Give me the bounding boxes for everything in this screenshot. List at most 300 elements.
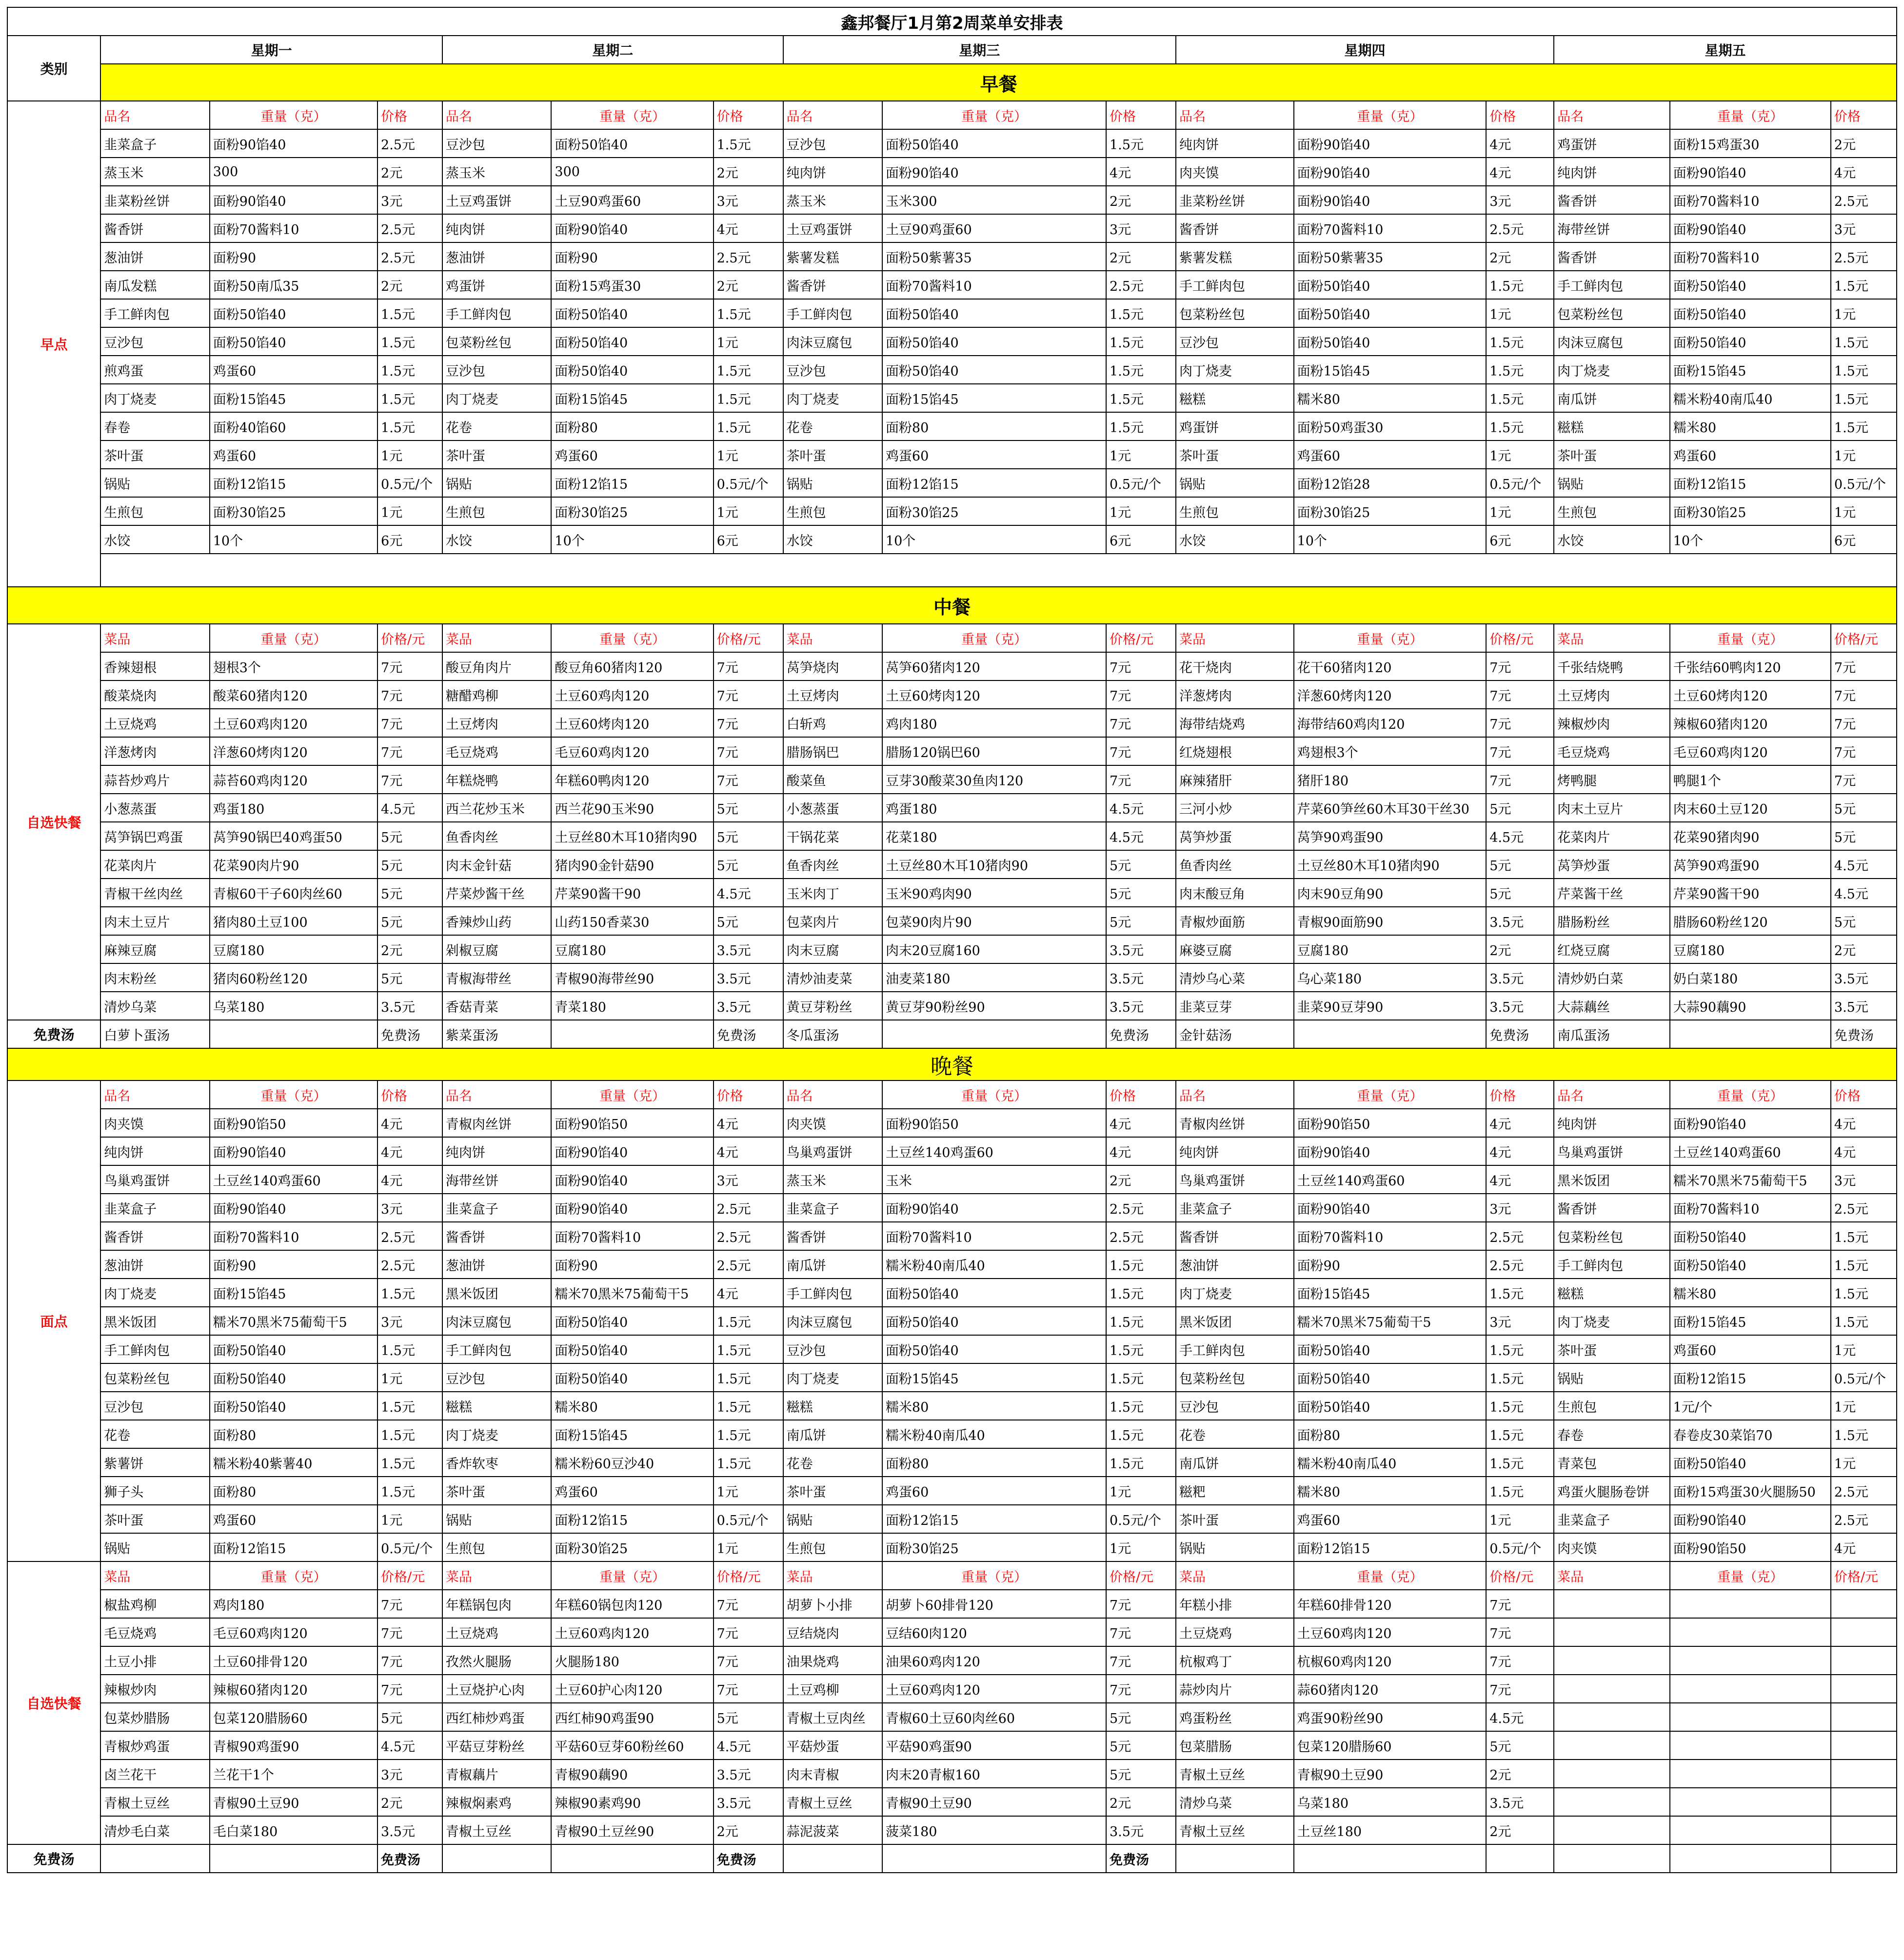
dish-weight: 面粉15馅45: [551, 384, 713, 412]
col-header-weight: 重量（克）: [882, 624, 1106, 652]
dish-name: 肉丁烧麦: [100, 1279, 209, 1307]
col-header-name: 菜品: [100, 1561, 209, 1590]
dish-price: 1.5元: [377, 1392, 442, 1420]
table-row: [7, 1335, 1897, 1363]
col-header-name: 菜品: [442, 624, 551, 652]
dish-name: [1554, 1646, 1670, 1675]
dish-name: 糍糕: [442, 1392, 551, 1420]
dish-name: 年糕烧鸭: [442, 765, 551, 794]
dish-name: 蒸玉米: [442, 158, 551, 186]
dish-weight: 面粉90馅40: [1294, 186, 1487, 214]
dish-name: 香辣炒山药: [442, 907, 551, 935]
dish-price: 7元: [1106, 709, 1176, 737]
dish-price: 1.5元: [1106, 1335, 1176, 1363]
dish-name: 西红柿炒鸡蛋: [442, 1703, 551, 1731]
dish-weight: 青椒60干子60肉丝60: [210, 879, 377, 907]
dish-name: 肉丁烧麦: [100, 384, 209, 412]
dish-name: 年糕小排: [1176, 1590, 1294, 1618]
dish-name: 毛豆烧鸡: [1554, 737, 1670, 765]
dish-name: 生煎包: [100, 497, 209, 525]
dish-weight: 辣椒60猪肉120: [1670, 709, 1831, 737]
dish-weight: 面粉70酱料10: [882, 1222, 1106, 1250]
dish-name: 蒸玉米: [783, 1165, 882, 1194]
dish-price: 1元: [1106, 440, 1176, 469]
free-soup-price-label: 免费汤: [1831, 1020, 1897, 1048]
dish-weight: 土豆60烤肉120: [1670, 680, 1831, 709]
dish-weight: 鸡蛋60: [882, 1477, 1106, 1505]
dish-weight: 面粉12馅15: [1294, 1533, 1487, 1561]
dish-price: 2.5元: [1831, 186, 1897, 214]
dish-price: 1.5元: [1486, 1363, 1554, 1392]
col-header-weight: 重量（克）: [210, 1561, 377, 1590]
dish-weight: 10个: [1294, 525, 1487, 554]
dish-price: 1.5元: [1106, 1392, 1176, 1420]
dish-weight: 青菜180: [551, 992, 713, 1020]
col-header-price: 价格: [1486, 101, 1554, 129]
dish-weight: 面粉70酱料10: [1294, 1222, 1487, 1250]
dish-name: 麻辣猪肝: [1176, 765, 1294, 794]
dish-price: 1.5元: [377, 384, 442, 412]
dish-price: 2.5元: [377, 1222, 442, 1250]
col-header-name: 菜品: [783, 624, 882, 652]
dish-name: 茶叶蛋: [100, 440, 209, 469]
dish-price: 2.5元: [1486, 1250, 1554, 1279]
dish-price: 2.5元: [1106, 1194, 1176, 1222]
dish-name: 豆沙包: [783, 356, 882, 384]
dish-price: 1元: [1486, 299, 1554, 327]
dish-weight: 面粉50馅40: [882, 1307, 1106, 1335]
dish-price: 1.5元: [1106, 1363, 1176, 1392]
dish-name: 肉末金针菇: [442, 850, 551, 879]
dish-weight: 面粉30馅25: [882, 497, 1106, 525]
dish-price: 7元: [714, 737, 783, 765]
dish-name: 手工鲜肉包: [1176, 1335, 1294, 1363]
dish-weight: 青椒90土豆90: [1294, 1760, 1487, 1788]
dish-name: 肉末土豆片: [1554, 794, 1670, 822]
day-header: 星期二: [442, 36, 783, 64]
dish-price: 1元: [1486, 497, 1554, 525]
dish-name: 生煎包: [783, 497, 882, 525]
dish-name: 酱香饼: [100, 214, 209, 242]
dish-name: 春卷: [1554, 1420, 1670, 1448]
dish-price: 2元: [1486, 1760, 1554, 1788]
dish-weight: 豆腐180: [1294, 935, 1487, 963]
dish-name: 锅贴: [100, 1533, 209, 1561]
dish-price: 5元: [1106, 907, 1176, 935]
section-band-dinner: 晚餐: [7, 1048, 1897, 1080]
col-header-weight: 重量（克）: [1670, 1080, 1831, 1109]
dish-price: 7元: [1106, 1590, 1176, 1618]
dish-name: 包菜粉丝包: [1554, 1222, 1670, 1250]
dish-name: 锅贴: [442, 1505, 551, 1533]
col-header-name: 品名: [1554, 1080, 1670, 1109]
menu-table: [7, 7, 1897, 1873]
dish-name: 酱香饼: [783, 1222, 882, 1250]
dish-price: 3.5元: [1106, 992, 1176, 1020]
table-row: [7, 242, 1897, 271]
dish-price: [1831, 1760, 1897, 1788]
dish-weight: [1670, 1590, 1831, 1618]
dish-price: 1.5元: [714, 1307, 783, 1335]
dish-price: 5元: [1831, 822, 1897, 850]
dish-name: 手工鲜肉包: [100, 299, 209, 327]
dish-name: 青椒土豆丝: [442, 1816, 551, 1844]
dish-name: 肉沫豆腐包: [442, 1307, 551, 1335]
dish-price: 1.5元: [1486, 356, 1554, 384]
dish-name: 纯肉饼: [783, 158, 882, 186]
dish-name: 紫薯饼: [100, 1448, 209, 1477]
dish-weight: 土豆60鸡肉120: [210, 709, 377, 737]
dish-name: 豆结烧肉: [783, 1618, 882, 1646]
dish-price: 1.5元: [1831, 1420, 1897, 1448]
dish-weight: 面粉12馅15: [551, 469, 713, 497]
dish-price: 1.5元: [1106, 384, 1176, 412]
dish-name: 紫薯发糕: [783, 242, 882, 271]
dish-price: 2元: [714, 158, 783, 186]
dish-weight: 面粉70酱料10: [1670, 1194, 1831, 1222]
dish-weight: 毛豆60鸡肉120: [1670, 737, 1831, 765]
dish-weight: 腊肠120锅巴60: [882, 737, 1106, 765]
dish-weight: [1670, 1731, 1831, 1760]
day-header: 星期一: [100, 36, 442, 64]
free-soup-price-label: 免费汤: [714, 1844, 783, 1873]
dish-weight: 面粉70酱料10: [1670, 186, 1831, 214]
table-row: [7, 525, 1897, 554]
dish-weight: 土豆60鸡肉120: [551, 1618, 713, 1646]
col-header-price: 价格/元: [1106, 1561, 1176, 1590]
dish-price: 1.5元: [1106, 299, 1176, 327]
dish-weight: 西兰花90玉米90: [551, 794, 713, 822]
dish-weight: 鸡蛋60: [1294, 440, 1487, 469]
dish-weight: [1670, 1788, 1831, 1816]
dish-price: 1.5元: [714, 1335, 783, 1363]
dish-weight: 包菜120腊肠60: [210, 1703, 377, 1731]
dish-price: 4元: [377, 1109, 442, 1137]
dish-price: 4.5元: [1106, 794, 1176, 822]
dish-price: 3元: [1486, 1307, 1554, 1335]
dish-price: 0.5元/个: [714, 1505, 783, 1533]
dish-price: 3.5元: [1486, 1788, 1554, 1816]
col-header-price: 价格/元: [1831, 624, 1897, 652]
dish-price: 1元: [1106, 497, 1176, 525]
dish-weight: 面粉15馅45: [210, 1279, 377, 1307]
dish-name: 手工鲜肉包: [1554, 1250, 1670, 1279]
dish-weight: 面粉15馅45: [882, 1363, 1106, 1392]
dish-weight: 翅根3个: [210, 652, 377, 680]
dish-name: 莴笋锅巴鸡蛋: [100, 822, 209, 850]
dish-name: 茶叶蛋: [1554, 1335, 1670, 1363]
dish-price: 7元: [1486, 1590, 1554, 1618]
empty-cell: [551, 1020, 713, 1048]
dish-weight: 面粉15鸡蛋30火腿肠50: [1670, 1477, 1831, 1505]
dish-price: 1.5元: [1486, 412, 1554, 440]
soup-name: 南瓜蛋汤: [1554, 1020, 1670, 1048]
dish-name: 小葱蒸蛋: [783, 794, 882, 822]
dish-name: 手工鲜肉包: [442, 299, 551, 327]
dish-price: 3元: [1831, 1165, 1897, 1194]
dish-price: 2元: [714, 1816, 783, 1844]
dish-price: 4元: [377, 1165, 442, 1194]
dish-name: 手工鲜肉包: [783, 299, 882, 327]
page-title: 鑫邦餐厅1月第2周菜单安排表: [7, 7, 1897, 36]
dish-weight: 面粉15馅45: [551, 1420, 713, 1448]
dish-weight: 糯米粉60豆沙40: [551, 1448, 713, 1477]
dish-price: 7元: [1486, 680, 1554, 709]
dish-price: 1.5元: [714, 299, 783, 327]
dish-weight: 面粉15馅45: [1670, 1307, 1831, 1335]
table-row: [7, 1760, 1897, 1788]
dish-name: 韭菜盒子: [100, 1194, 209, 1222]
dish-name: 黑米饭团: [1176, 1307, 1294, 1335]
dish-name: 孜然火腿肠: [442, 1646, 551, 1675]
dish-weight: 10个: [551, 525, 713, 554]
dish-price: 1元: [1831, 440, 1897, 469]
dish-weight: 糯米70黑米75葡萄干5: [210, 1307, 377, 1335]
dish-weight: 乌心菜180: [1294, 963, 1487, 992]
col-header-name: 菜品: [1554, 624, 1670, 652]
dish-name: 鸟巢鸡蛋饼: [100, 1165, 209, 1194]
dish-weight: 面粉90馅50: [882, 1109, 1106, 1137]
dish-name: 蒜炒肉片: [1176, 1675, 1294, 1703]
dish-price: 3.5元: [1831, 963, 1897, 992]
dish-price: 2.5元: [714, 1194, 783, 1222]
dish-price: [1831, 1788, 1897, 1816]
dish-price: 4元: [1831, 158, 1897, 186]
dish-weight: 面粉90馅40: [1294, 1137, 1487, 1165]
dish-weight: 青椒90藕90: [551, 1760, 713, 1788]
dish-weight: 面粉50馅40: [1670, 1448, 1831, 1477]
dish-price: 2元: [1106, 1788, 1176, 1816]
table-row: [7, 1675, 1897, 1703]
dish-weight: 豆结60肉120: [882, 1618, 1106, 1646]
dish-price: 3.5元: [377, 992, 442, 1020]
dish-name: [1554, 1816, 1670, 1844]
dish-name: 肉末土豆片: [100, 907, 209, 935]
dish-weight: 肉末60土豆120: [1670, 794, 1831, 822]
dish-name: 生煎包: [1554, 497, 1670, 525]
dish-price: 2元: [1831, 935, 1897, 963]
dish-name: 锅贴: [783, 469, 882, 497]
dish-name: 土豆小排: [100, 1646, 209, 1675]
dish-weight: 糯米70黑米75葡萄干5: [551, 1279, 713, 1307]
dish-weight: 面粉50馅40: [210, 299, 377, 327]
dish-name: 南瓜饼: [783, 1250, 882, 1279]
dish-price: 1.5元: [1831, 1250, 1897, 1279]
dish-weight: 毛白菜180: [210, 1816, 377, 1844]
category-header: 类别: [7, 36, 100, 101]
dish-price: 4元: [714, 1109, 783, 1137]
dish-price: 5元: [714, 850, 783, 879]
free-soup-row: [7, 1020, 1897, 1048]
dish-name: 麻婆豆腐: [1176, 935, 1294, 963]
dish-name: 韭菜盒子: [442, 1194, 551, 1222]
dish-price: 7元: [714, 680, 783, 709]
dish-name: 青椒土豆肉丝: [783, 1703, 882, 1731]
dish-weight: 面粉50馅40: [1670, 271, 1831, 299]
dish-weight: 土豆丝140鸡蛋60: [882, 1137, 1106, 1165]
dish-price: 1.5元: [1831, 1279, 1897, 1307]
dish-price: 7元: [1106, 1618, 1176, 1646]
dish-name: 肉丁烧麦: [783, 1363, 882, 1392]
table-row: [7, 1109, 1897, 1137]
dish-price: 3.5元: [714, 963, 783, 992]
dish-price: 5元: [1831, 794, 1897, 822]
dish-name: 黑米饭团: [1554, 1165, 1670, 1194]
dish-price: 1.5元: [1486, 1448, 1554, 1477]
dish-name: 花卷: [783, 1448, 882, 1477]
dish-price: 4元: [1106, 158, 1176, 186]
dish-price: 7元: [714, 1675, 783, 1703]
dish-name: 白斩鸡: [783, 709, 882, 737]
dish-weight: 毛豆60鸡肉120: [551, 737, 713, 765]
dish-name: 红烧豆腐: [1554, 935, 1670, 963]
dish-weight: 糯米粉40南瓜40: [1670, 384, 1831, 412]
dish-price: 4.5元: [1486, 1703, 1554, 1731]
dish-name: 煎鸡蛋: [100, 356, 209, 384]
dish-name: 生煎包: [442, 497, 551, 525]
dish-weight: 面粉50馅40: [882, 129, 1106, 158]
col-header-weight: 重量（克）: [551, 101, 713, 129]
empty-cell: [783, 1844, 882, 1873]
dish-name: 葱油饼: [100, 1250, 209, 1279]
dish-price: 7元: [1831, 709, 1897, 737]
dish-weight: 面粉30馅25: [882, 1533, 1106, 1561]
dish-price: 7元: [377, 652, 442, 680]
col-header-price: 价格: [1486, 1080, 1554, 1109]
dish-name: 紫薯发糕: [1176, 242, 1294, 271]
col-header-weight: 重量（克）: [1294, 1561, 1487, 1590]
dish-price: 1元: [1106, 1533, 1176, 1561]
empty-cell: [210, 1020, 377, 1048]
dish-price: 4.5元: [1106, 822, 1176, 850]
dish-price: 4元: [714, 214, 783, 242]
dish-weight: 土豆60鸡肉120: [882, 1675, 1106, 1703]
dish-name: 蒸玉米: [783, 186, 882, 214]
dish-name: 清炒乌菜: [100, 992, 209, 1020]
dish-name: 葱油饼: [442, 242, 551, 271]
dish-weight: 糯米粉40南瓜40: [1294, 1448, 1487, 1477]
dish-price: 1.5元: [1486, 327, 1554, 356]
dish-weight: 面粉80: [1294, 1420, 1487, 1448]
dish-price: 2元: [1486, 242, 1554, 271]
dish-name: 杭椒鸡丁: [1176, 1646, 1294, 1675]
col-header-name: 品名: [783, 101, 882, 129]
column-header-row: [7, 624, 1897, 652]
dish-name: 纯肉饼: [442, 1137, 551, 1165]
day-header: 星期五: [1554, 36, 1897, 64]
dish-name: 肉夹馍: [783, 1109, 882, 1137]
table-row: [7, 1646, 1897, 1675]
dish-price: 7元: [377, 765, 442, 794]
dish-name: 花菜肉片: [1554, 822, 1670, 850]
dish-name: 包菜粉丝包: [1176, 299, 1294, 327]
dish-name: 锅贴: [1176, 1533, 1294, 1561]
dish-weight: 年糕60锅包肉120: [551, 1590, 713, 1618]
free-soup-price-label: 免费汤: [1106, 1020, 1176, 1048]
dish-weight: 鸡蛋60: [1294, 1505, 1487, 1533]
col-header-price: 价格/元: [1486, 624, 1554, 652]
dish-weight: 糯米80: [1670, 1279, 1831, 1307]
dish-name: 土豆烧鸡: [1176, 1618, 1294, 1646]
dish-name: 千张结烧鸭: [1554, 652, 1670, 680]
table-row: [7, 822, 1897, 850]
table-row: [7, 1194, 1897, 1222]
dish-name: 豆沙包: [100, 1392, 209, 1420]
table-row: [7, 680, 1897, 709]
dish-price: 7元: [1106, 1675, 1176, 1703]
dish-price: 1.5元: [1486, 1477, 1554, 1505]
dish-weight: 辣椒90素鸡90: [551, 1788, 713, 1816]
dish-price: 3.5元: [377, 1816, 442, 1844]
dish-price: 2元: [714, 271, 783, 299]
dish-weight: 土豆60鸡肉120: [551, 680, 713, 709]
dish-weight: 面粉80: [210, 1420, 377, 1448]
dish-weight: 糯米粉40南瓜40: [882, 1250, 1106, 1279]
dish-price: 5元: [377, 963, 442, 992]
dish-price: 7元: [714, 765, 783, 794]
dish-name: 香菇青菜: [442, 992, 551, 1020]
dish-name: 茶叶蛋: [1554, 440, 1670, 469]
dish-weight: 面粉90馅40: [1670, 158, 1831, 186]
table-row: [7, 186, 1897, 214]
dish-weight: 面粉15馅45: [210, 384, 377, 412]
dish-weight: 鸭腿1个: [1670, 765, 1831, 794]
dish-weight: 千张结60鸭肉120: [1670, 652, 1831, 680]
dish-name: 狮子头: [100, 1477, 209, 1505]
dish-price: 5元: [377, 850, 442, 879]
dish-weight: 鸡蛋60: [210, 356, 377, 384]
empty-cell: [1294, 1020, 1487, 1048]
dish-weight: 面粉90馅40: [210, 129, 377, 158]
dish-weight: 杭椒60鸡肉120: [1294, 1646, 1487, 1675]
dish-weight: 猪肉80土豆100: [210, 907, 377, 935]
col-header-weight: 重量（克）: [1294, 101, 1487, 129]
dish-weight: 面粉12馅15: [882, 469, 1106, 497]
table-row: [7, 497, 1897, 525]
table-row: [7, 1250, 1897, 1279]
dish-price: 7元: [377, 1646, 442, 1675]
dish-name: 鸡蛋饼: [1554, 129, 1670, 158]
dish-price: 4元: [1486, 1109, 1554, 1137]
section-band-row: [7, 1048, 1897, 1080]
dish-name: 青椒肉丝饼: [442, 1109, 551, 1137]
dish-weight: 乌菜180: [210, 992, 377, 1020]
table-row: [7, 214, 1897, 242]
dish-name: 大蒜藕丝: [1554, 992, 1670, 1020]
col-header-weight: 重量（克）: [882, 101, 1106, 129]
dish-weight: 面粉80: [210, 1477, 377, 1505]
dish-weight: 面粉50南瓜35: [210, 271, 377, 299]
dish-weight: [1670, 1618, 1831, 1646]
dish-price: 7元: [1831, 765, 1897, 794]
dish-price: 5元: [714, 822, 783, 850]
dish-weight: 莴笋60猪肉120: [882, 652, 1106, 680]
dish-price: 7元: [377, 1618, 442, 1646]
dish-name: 肉沫豆腐包: [1554, 327, 1670, 356]
dish-price: 7元: [714, 1646, 783, 1675]
dish-name: 韭菜盒子: [100, 129, 209, 158]
dish-weight: 面粉50馅40: [882, 299, 1106, 327]
dish-name: 青椒土豆丝: [1176, 1816, 1294, 1844]
dish-price: 7元: [1106, 1646, 1176, 1675]
dish-weight: 面粉90: [551, 242, 713, 271]
dish-weight: 面粉80: [551, 412, 713, 440]
dish-name: 平菇豆芽粉丝: [442, 1731, 551, 1760]
dish-weight: 面粉12馅15: [210, 1533, 377, 1561]
dish-name: 糍糕: [783, 1392, 882, 1420]
col-header-price: 价格: [377, 101, 442, 129]
dish-weight: 面粉30馅25: [1670, 497, 1831, 525]
